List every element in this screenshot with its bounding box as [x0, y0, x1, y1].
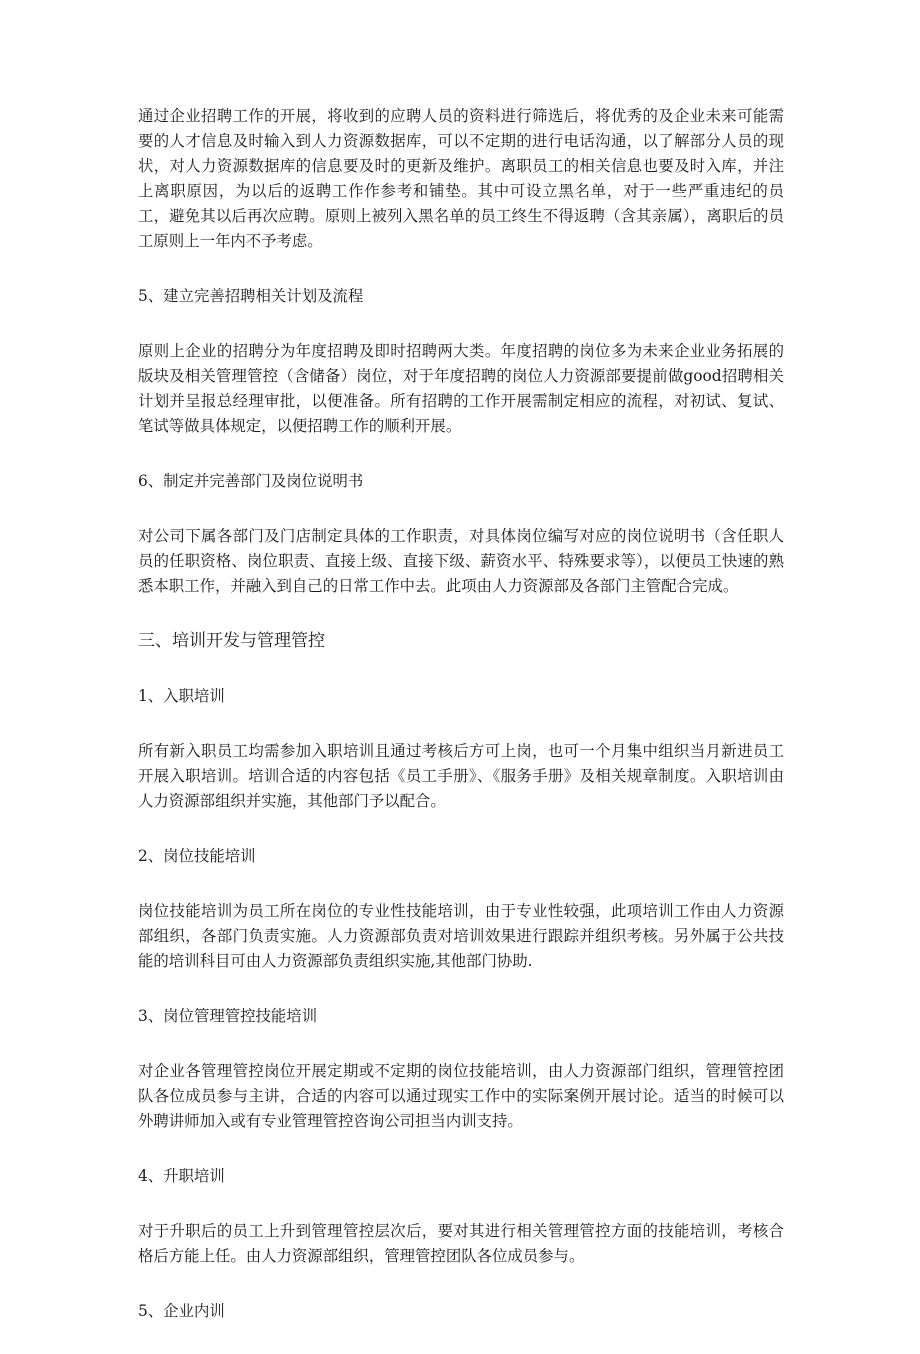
heading-promotion-training: 4、升职培训	[138, 1167, 225, 1185]
paragraph-onboarding-training: 所有新入职员工均需参加入职培训且通过考核后方可上岗，也可一个月集中组织当月新进员工开展入职培训。培训合适的内容包括《员工手册》、《服务手册》及相关规章制度。入职培训由人力资源部组织并实施，其他部门予以配合。	[138, 742, 784, 810]
paragraph-skill-training: 岗位技能培训为员工所在岗位的专业性技能培训，由于专业性较强，此项培训工作由人力资源部组织，各部门负责实施。人力资源部负责对培训效果进行跟踪并组织考核。另外属于公共技能的培训科目可由人力资源部负责组织实施,其他部门协助.	[138, 902, 784, 970]
heading-recruitment-plan: 5、建立完善招聘相关计划及流程	[138, 287, 364, 305]
heading-management-training: 3、岗位管理管控技能培训	[138, 1007, 318, 1025]
heading-onboarding-training: 1、入职培训	[138, 687, 225, 705]
document-page	[138, 104, 784, 1354]
paragraph-recruitment-plan: 原则上企业的招聘分为年度招聘及即时招聘两大类。年度招聘的岗位多为未来企业业务拓展的版块及相关管理管控（含储备）岗位，对于年度招聘的岗位人力资源部要提前做good招聘相关计划并呈报总经理审批，以便准备。所有招聘的工作开展需制定相应的流程，对初试、复试、笔试等做具体规定，以便招聘工作的顺利开展。	[138, 342, 784, 435]
paragraph-promotion-training: 对于升职后的员工上升到管理管控层次后，要对其进行相关管理管控方面的技能培训，考核合格后方能上任。由人力资源部组织，管理管控团队各位成员参与。	[138, 1222, 784, 1265]
heading-skill-training: 2、岗位技能培训	[138, 847, 256, 865]
heading-internal-training: 5、企业内训	[138, 1302, 225, 1320]
section-heading-training: 三、培训开发与管理管控	[138, 631, 325, 651]
paragraph-job-descriptions: 对公司下属各部门及门店制定具体的工作职责，对具体岗位编写对应的岗位说明书（含任职人员的任职资格、岗位职责、直接上级、直接下级、薪资水平、特殊要求等），以便员工快速的熟悉本职工作，并融入到自己的日常工作中去。此项由人力资源部及各部门主管配合完成。	[138, 527, 784, 595]
paragraph-talent-database: 通过企业招聘工作的开展，将收到的应聘人员的资料进行筛选后，将优秀的及企业未来可能需要的人才信息及时输入到人力资源数据库，可以不定期的进行电话沟通，以了解部分人员的现状，对人力资源数据库的信息要及时的更新及维护。离职员工的相关信息也要及时入库，并注上离职原因，为以后的返聘工作作参考和铺垫。其中可设立黑名单，对于一些严重违纪的员工，避免其以后再次应聘。原则上被列入黑名单的员工终生不得返聘（含其亲属），离职后的员工原则上一年内不予考虑。	[138, 107, 784, 250]
paragraph-management-training: 对企业各管理管控岗位开展定期或不定期的岗位技能培训，由人力资源部门组织，管理管控团队各位成员参与主讲，合适的内容可以通过现实工作中的实际案例开展讨论。适当的时候可以外聘讲师加入或有专业管理管控咨询公司担当内训支持。	[138, 1062, 784, 1130]
heading-job-descriptions: 6、制定并完善部门及岗位说明书	[138, 472, 364, 490]
